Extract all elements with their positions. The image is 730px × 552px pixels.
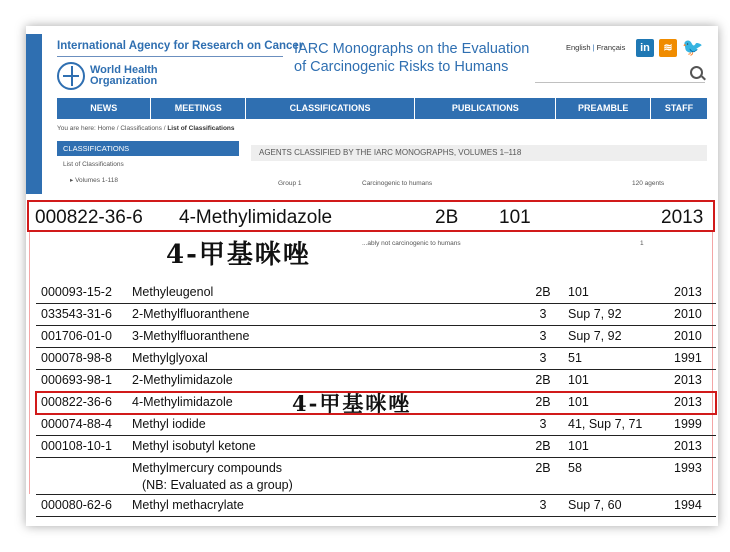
zoomed-highlight-row: [27, 200, 715, 232]
zoom-cas: 000822-36-6: [35, 207, 143, 228]
cas-number: 000074-88-4: [41, 417, 112, 431]
agent-name: Methyleugenol: [132, 285, 214, 299]
search-input[interactable]: [535, 63, 705, 83]
nav-classifications[interactable]: CLASSIFICATIONS: [246, 98, 415, 119]
cas-number: 033543-31-6: [41, 307, 112, 321]
cas-number: 000078-98-8: [41, 351, 112, 365]
cas-number: 000822-36-6: [41, 395, 112, 409]
year: 1993: [674, 461, 702, 475]
group3-count: 1: [640, 240, 644, 247]
group: 3: [539, 307, 547, 321]
agent-name: 4-Methylimidazole: [132, 395, 233, 409]
group: 2B: [535, 461, 551, 475]
sidebar-heading[interactable]: CLASSIFICATIONS: [57, 141, 239, 156]
nav-preamble[interactable]: PREAMBLE: [556, 98, 650, 119]
agent-name: 3-Methylfluoranthene: [132, 329, 250, 343]
year: 2010: [674, 307, 702, 321]
cas-number: 000693-98-1: [41, 373, 112, 387]
who-name[interactable]: World Health Organization: [90, 64, 158, 87]
search-icon[interactable]: [690, 66, 703, 79]
zoom-year: 2013: [661, 207, 704, 228]
year: 2013: [674, 395, 702, 409]
volume: 51: [568, 351, 582, 365]
breadcrumb: [57, 125, 235, 132]
left-accent-bar: [26, 34, 42, 194]
agent-note: (NB: Evaluated as a group): [142, 478, 293, 492]
lang-french-link[interactable]: Français: [596, 43, 626, 52]
nav-staff[interactable]: STAFF: [664, 103, 694, 113]
group1-count: 120 agents: [632, 180, 665, 187]
sidebar-item-volumes[interactable]: ▸ Volumes 1-118: [70, 177, 118, 184]
table-row[interactable]: [36, 436, 716, 458]
volume: 101: [568, 285, 589, 299]
group3-desc: ...ably not carcinogenic to humans: [362, 240, 461, 247]
table-row[interactable]: [36, 282, 716, 304]
sidebar-item-list[interactable]: List of Classifications: [63, 161, 124, 168]
breadcrumb-path[interactable]: You are here: Home / Classifications /: [57, 125, 168, 132]
year: 2010: [674, 329, 702, 343]
group: 3: [539, 329, 547, 343]
agent-name: Methyl methacrylate: [132, 498, 244, 512]
group: 2B: [535, 373, 551, 387]
zoom-volume: 101: [499, 207, 531, 228]
cas-number: 000080-62-6: [41, 498, 112, 512]
volume: 58: [568, 461, 582, 475]
agent-name: 2-Methylfluoranthene: [132, 307, 250, 321]
volume: 101: [568, 439, 589, 453]
main-nav: [57, 98, 707, 119]
volume: 101: [568, 373, 589, 387]
agent-name: 2-Methylimidazole: [132, 373, 233, 387]
agent-name: Methylmercury compounds: [132, 461, 283, 475]
volume: 41, Sup 7, 71: [568, 417, 643, 431]
linkedin-icon[interactable]: in: [636, 39, 654, 57]
group: 2B: [535, 285, 551, 299]
table-row[interactable]: [36, 458, 716, 495]
agent-name: Methyl iodide: [132, 417, 206, 431]
who-logo-icon[interactable]: [57, 62, 85, 90]
language-switcher: [566, 43, 625, 52]
zoom-name: 4-Methylimidazole: [179, 207, 333, 228]
agent-name: Methyl isobutyl ketone: [132, 439, 256, 453]
group1-label: Group 1: [278, 180, 302, 187]
year: 2013: [674, 285, 702, 299]
year: 2013: [674, 439, 702, 453]
group: 2B: [535, 395, 551, 409]
cas-number: 000108-10-1: [41, 439, 112, 453]
group: 3: [539, 351, 547, 365]
lang-english-link[interactable]: English: [566, 43, 591, 52]
lang-separator: |: [592, 43, 595, 52]
volume: Sup 7, 92: [568, 329, 622, 343]
agent-name: Methylglyoxal: [132, 351, 208, 365]
volume: Sup 7, 60: [568, 498, 622, 512]
rss-icon[interactable]: ≋: [659, 39, 677, 57]
twitter-icon[interactable]: 🐦: [682, 38, 704, 57]
iarc-page: [26, 26, 718, 526]
group: 2B: [535, 439, 551, 453]
cas-number: 000093-15-2: [41, 285, 112, 299]
chinese-annotation-large: 4-甲基咪唑: [166, 240, 311, 270]
year: 1991: [674, 351, 702, 365]
chinese-annotation-small: 4-甲基咪唑: [292, 391, 412, 416]
nav-publications[interactable]: PUBLICATIONS: [415, 98, 556, 119]
year: 1999: [674, 417, 702, 431]
nav-meetings[interactable]: MEETINGS: [151, 98, 245, 119]
content-heading: AGENTS CLASSIFIED BY THE IARC MONOGRAPHS, VOLUMES 1–118: [251, 145, 707, 161]
site-title[interactable]: IARC Monographs on the Evaluation of Carcinogenic Risks to Humans: [294, 41, 530, 75]
table-row[interactable]: [36, 326, 716, 348]
group1-desc: Carcinogenic to humans: [362, 180, 433, 187]
table-row[interactable]: [36, 495, 716, 517]
volume: Sup 7, 92: [568, 307, 622, 321]
zoom-group: 2B: [435, 207, 459, 228]
year: 1994: [674, 498, 702, 512]
iarc-org-link[interactable]: International Agency for Research on Cancer: [57, 40, 304, 52]
volume: 101: [568, 395, 589, 409]
group: 3: [539, 417, 547, 431]
year: 2013: [674, 373, 702, 387]
nav-news[interactable]: NEWS: [57, 98, 151, 119]
table-row[interactable]: [36, 348, 716, 370]
header-divider: [57, 56, 283, 57]
group: 3: [539, 498, 547, 512]
social-links: [636, 39, 705, 57]
table-row[interactable]: [36, 304, 716, 326]
breadcrumb-current: List of Classifications: [167, 125, 235, 132]
cas-number: 001706-01-0: [41, 329, 112, 343]
